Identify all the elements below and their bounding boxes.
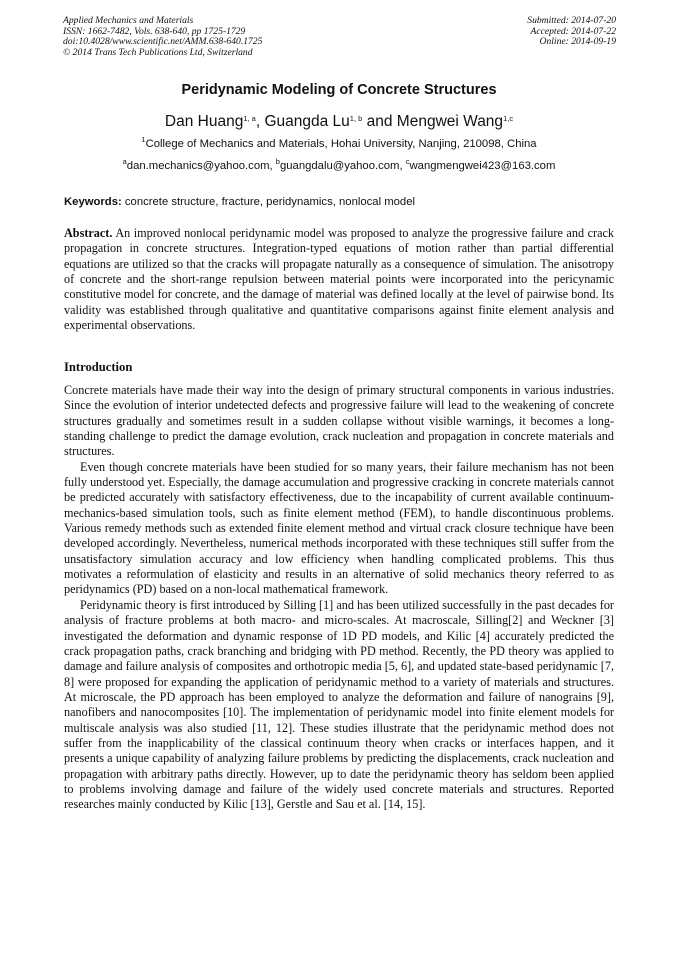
email-superscript: b xyxy=(275,157,280,166)
email-superscript: a xyxy=(122,157,127,166)
introduction-body xyxy=(64,383,614,813)
abstract xyxy=(64,226,614,333)
accepted-date: Accepted: 2014-07-22 xyxy=(530,25,616,37)
affiliation-superscript: 1 xyxy=(141,135,146,144)
author-superscript: 1,c xyxy=(503,114,514,123)
author-superscript: 1, b xyxy=(349,114,363,123)
author-separator: and xyxy=(362,113,397,130)
abstract-text: An improved nonlocal peridynamic model was proposed to analyze the progressive failure and crack propagation in concrete structures. Integration-typed equations of motion rather than partial differential equations are utilized so that the cracks will propagate naturally as a consequence of simulation. The anisotropy of concrete and the short-range repulsion between material points were incorporated into the pericynamic constitutive model for concrete, and the damage of material was defined locally at the level of pairwise bond. Its validity was established through qualitative and quantitative comparisons against finite element analysis and experimental observations. xyxy=(64,226,614,333)
submitted-date: Submitted: 2014-07-20 xyxy=(527,15,616,26)
section-heading-introduction: Introduction xyxy=(64,360,133,374)
keywords xyxy=(64,196,616,208)
email-address: dan.mechanics@yahoo.com, xyxy=(126,160,276,172)
author-name: Mengwei Wang xyxy=(396,113,504,130)
author-superscript: 1, a xyxy=(243,114,256,123)
online-date: Online: 2014-09-19 xyxy=(539,36,616,48)
email-address: wangmengwei423@163.com xyxy=(409,160,556,172)
author-list xyxy=(0,113,678,131)
email-superscript: c xyxy=(405,157,410,166)
author-name: Dan Huang xyxy=(164,113,244,130)
author-name: Guangda Lu xyxy=(264,113,350,130)
email-list xyxy=(0,157,678,172)
affiliation-text: College of Mechanics and Materials, Hohai University, Nanjing, 210098, China xyxy=(145,138,537,150)
keywords-text: concrete structure, fracture, peridynamics, nonlocal model xyxy=(121,196,415,208)
author-separator: , xyxy=(255,113,265,130)
keywords-label: Keywords: xyxy=(64,196,122,208)
dates-header xyxy=(527,16,616,48)
abstract-label: Abstract. xyxy=(64,226,113,240)
issn-line: ISSN: 1662-7482, Vols. 638-640, pp 1725-1729 xyxy=(63,25,246,37)
paragraph: Peridynamic theory is first introduced by Silling [1] and has been utilized successfully in the past decades for analysis of fracture problems at both macro- and micro-scales. At macroscale, Silling[2] and Weckner [3] investigated the deformation and dynamic response of 1D PD models, and Kilic [4] accurately predicted the crack propagation paths, crack branching and bridging with PD method. Recently, the PD theory was applied to damage and failure analysis of composites and orthotropic media [5, 6], and updated state-based peridynamic [7, 8] were proposed for expanding the application of peridynamic method to a variety of materials and structures. At microscale, the PD approach has been employed to analyze the deformation and failure of nanograins [9], nanofibers and nanocomposites [10]. The implementation of peridynamic model into finite element models for multiscale analysis was also studied [11, 12]. These studies illustrate that the peridynamic method does not suffer from the inapplicability of the classical continuum theory when cracks or interfaces happen, and it presents a unique capability of analyzing failure problems by predicting the displacements, crack nucleation and propagation with arbitrary paths directly. However, up to date the peridynamic theory has seldom been applied to problems involving damage and failure of the widely used concrete materials and structures. Reported researches mainly conducted by Kilic [13], Gerstle and Sau et al. [14, 15]. xyxy=(64,597,614,812)
paragraph: Concrete materials have made their way into the design of primary structural components in various industries. Since the evolution of interior undetected defects and progressive failure will lead to the weakening of concrete structures gradually and sometimes result in a sudden collapse without visible warnings, it becomes a long-standing challenge to predict the damage evolution, crack nucleation and propagation in concrete materials and structures. xyxy=(64,383,614,459)
journal-name: Applied Mechanics and Materials xyxy=(63,15,194,26)
journal-header xyxy=(63,16,262,58)
email-address: guangdalu@yahoo.com, xyxy=(279,160,406,172)
paragraph: Even though concrete materials have been studied for so many years, their failure mechanism has not been fully understood yet. Especially, the damage accumulation and progressive cracking in concrete materials cannot be predicted accurately with satisfactory effectiveness, due to the incapability of current available continuum-mechanics-based simulation tools, such as finite element method (FEM), to handle discontinuous problems. Various remedy methods such as extended finite element method and virtual crack closure technique have been developed accordingly. Nevertheless, numerical methods incorporated with these techniques still suffer from the unsatisfactory simulation accuracy and low efficiency when handling complicated problems. This thus motivates a reformulation of elasticity and results in an alternative of solid mechanics theory referred to as peridynamics (PD) based on a non-local mathematical framework. xyxy=(64,459,614,597)
doi-line: doi:10.4028/www.scientific.net/AMM.638-640.1725 xyxy=(63,36,263,48)
affiliation xyxy=(0,135,678,150)
paper-title: Peridynamic Modeling of Concrete Structures xyxy=(181,82,497,98)
copyright-line: © 2014 Trans Tech Publications Ltd, Switzerland xyxy=(63,46,253,58)
